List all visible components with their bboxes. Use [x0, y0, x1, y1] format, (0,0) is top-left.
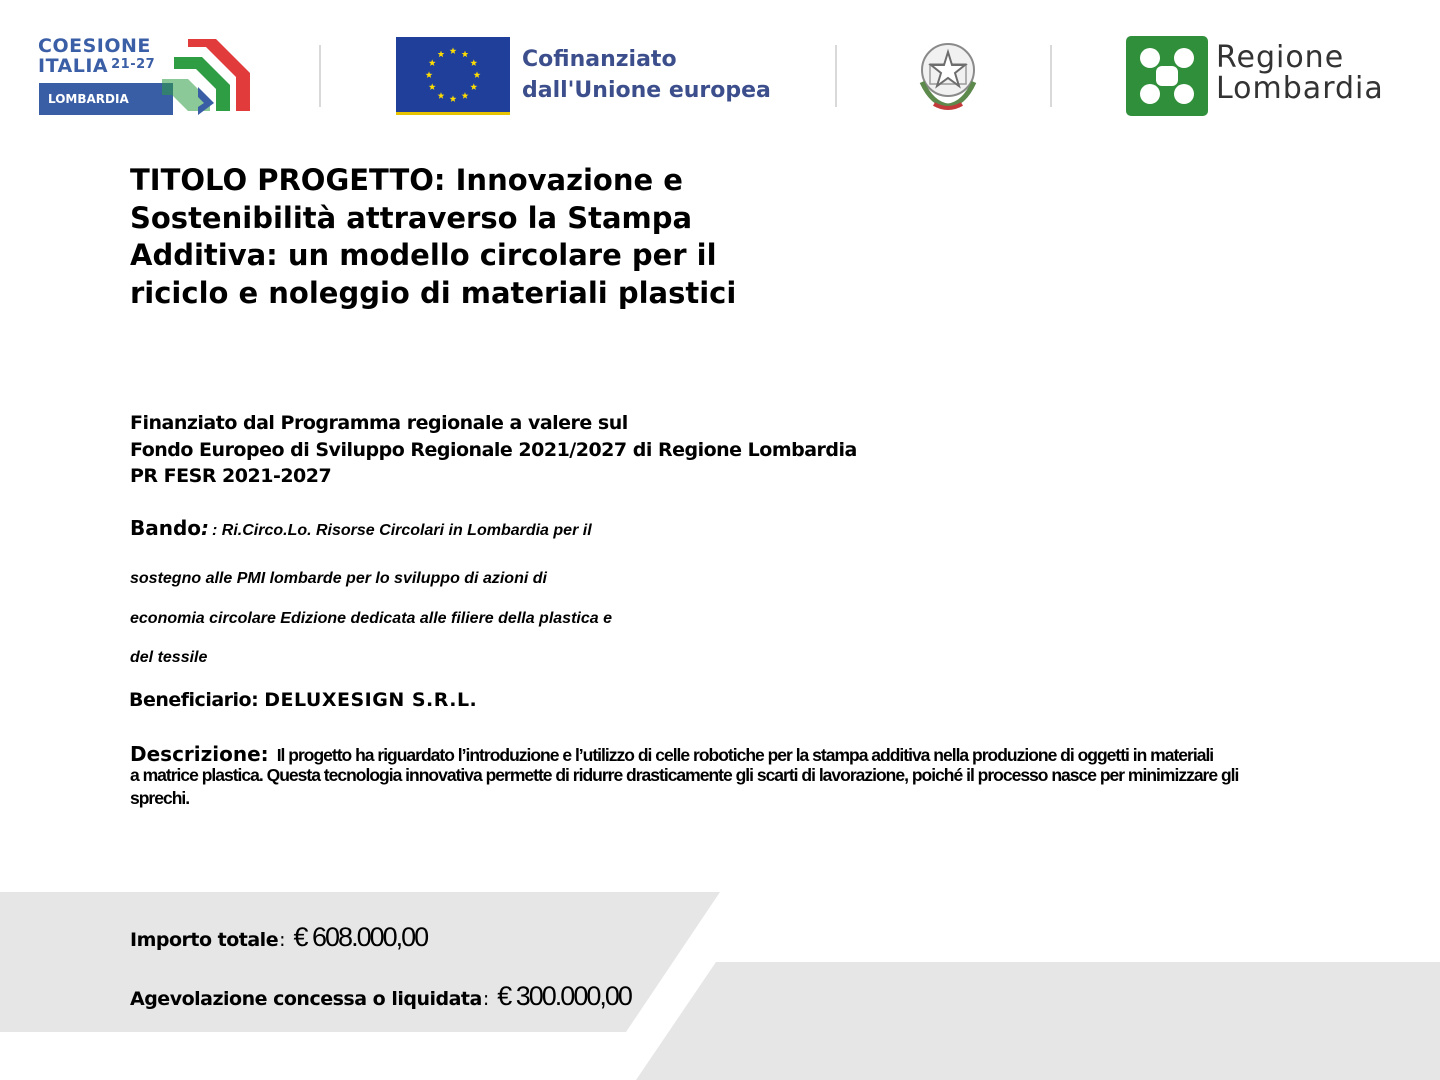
funding-line: Finanziato dal Programma regionale a valere sul [130, 412, 628, 434]
eu-cofinanced-text [522, 44, 771, 106]
rl-text-line1: Regione [1216, 40, 1345, 75]
bando-separator: : [201, 516, 210, 540]
rl-text-line2: Lombardia [1216, 71, 1384, 106]
title-line: TITOLO PROGETTO: Innovazione e [130, 163, 683, 197]
coesione-years: 21-27 [111, 57, 156, 72]
granted-amount-value: € 300.000,00 [497, 981, 631, 1011]
total-amount-label: Importo totale [130, 929, 279, 951]
total-amount: Importo totale: € 608.000,00 [130, 922, 428, 952]
coesione-italia-logo [38, 34, 248, 118]
description-label: Descrizione: [130, 742, 269, 766]
description-line: a matrice plastica. Questa tecnologia innovativa permette di ridurre drasticamente gli scarti di lavorazione, poiché il processo nasce per minimizzare gli [130, 765, 1239, 785]
funding-statement [130, 410, 930, 490]
total-amount-value: € 608.000,00 [293, 922, 428, 952]
funding-line: PR FESR 2021-2027 [130, 465, 332, 487]
logo-divider [1050, 45, 1052, 107]
description-line: Il progetto ha riguardato l’introduzione e l’utilizzo di celle robotiche per la stampa additiva nella produzione di oggetti in materiali [276, 745, 1214, 765]
beneficiary-label: Beneficiario: [129, 689, 259, 711]
coesione-region-badge: LOMBARDIA [39, 83, 173, 115]
italian-republic-emblem-icon [912, 38, 984, 112]
granted-amount-label: Agevolazione concessa o liquidata [130, 988, 482, 1010]
funding-line: Fondo Europeo di Sviluppo Regionale 2021/2027 di Regione Lombardia [130, 438, 857, 461]
bando-heading [130, 516, 209, 540]
coesione-line2: ITALIA $^{21-27}$ [38, 55, 156, 77]
title-line: riciclo e noleggio di materiali plastici [130, 275, 737, 310]
title-line: Sostenibilità attraverso la Stampa [130, 200, 693, 235]
bando-label: Bando [130, 516, 202, 540]
bando-line: sostegno alle PMI lombarde per lo sviluppo di azioni di [130, 570, 547, 587]
project-title [130, 162, 770, 312]
granted-amount: Agevolazione concessa o liquidata: € 300.000,00 [130, 981, 631, 1011]
logo-divider [319, 45, 321, 107]
footer-band-shape [0, 880, 1440, 1080]
coesione-arrow-logo-icon [158, 35, 250, 117]
title-line: Additiva: un modello circolare per il [130, 238, 717, 272]
regione-lombardia-text [1216, 42, 1384, 104]
eu-text-line1: Cofinanziato [522, 47, 677, 72]
eu-text-line2: dall'Unione europea [522, 78, 771, 103]
beneficiary [129, 689, 477, 711]
bando-line: del tessile [130, 649, 208, 666]
regione-lombardia-logo-icon [1126, 36, 1208, 116]
coesione-line1: COESIONE [38, 35, 151, 57]
logo-divider [835, 45, 837, 107]
logo-bar [0, 0, 1440, 140]
description [130, 742, 1410, 810]
beneficiary-value: DELUXESIGN S.R.L. [264, 689, 478, 711]
eu-flag-icon [396, 37, 510, 115]
bando-line: economia circolare Edizione dedicata alle filiere della plastica e [130, 610, 612, 627]
bando-line: : Ri.Circo.Lo. Risorse Circolari in Lombardia per il [212, 522, 592, 539]
description-line: sprechi. [130, 788, 190, 808]
